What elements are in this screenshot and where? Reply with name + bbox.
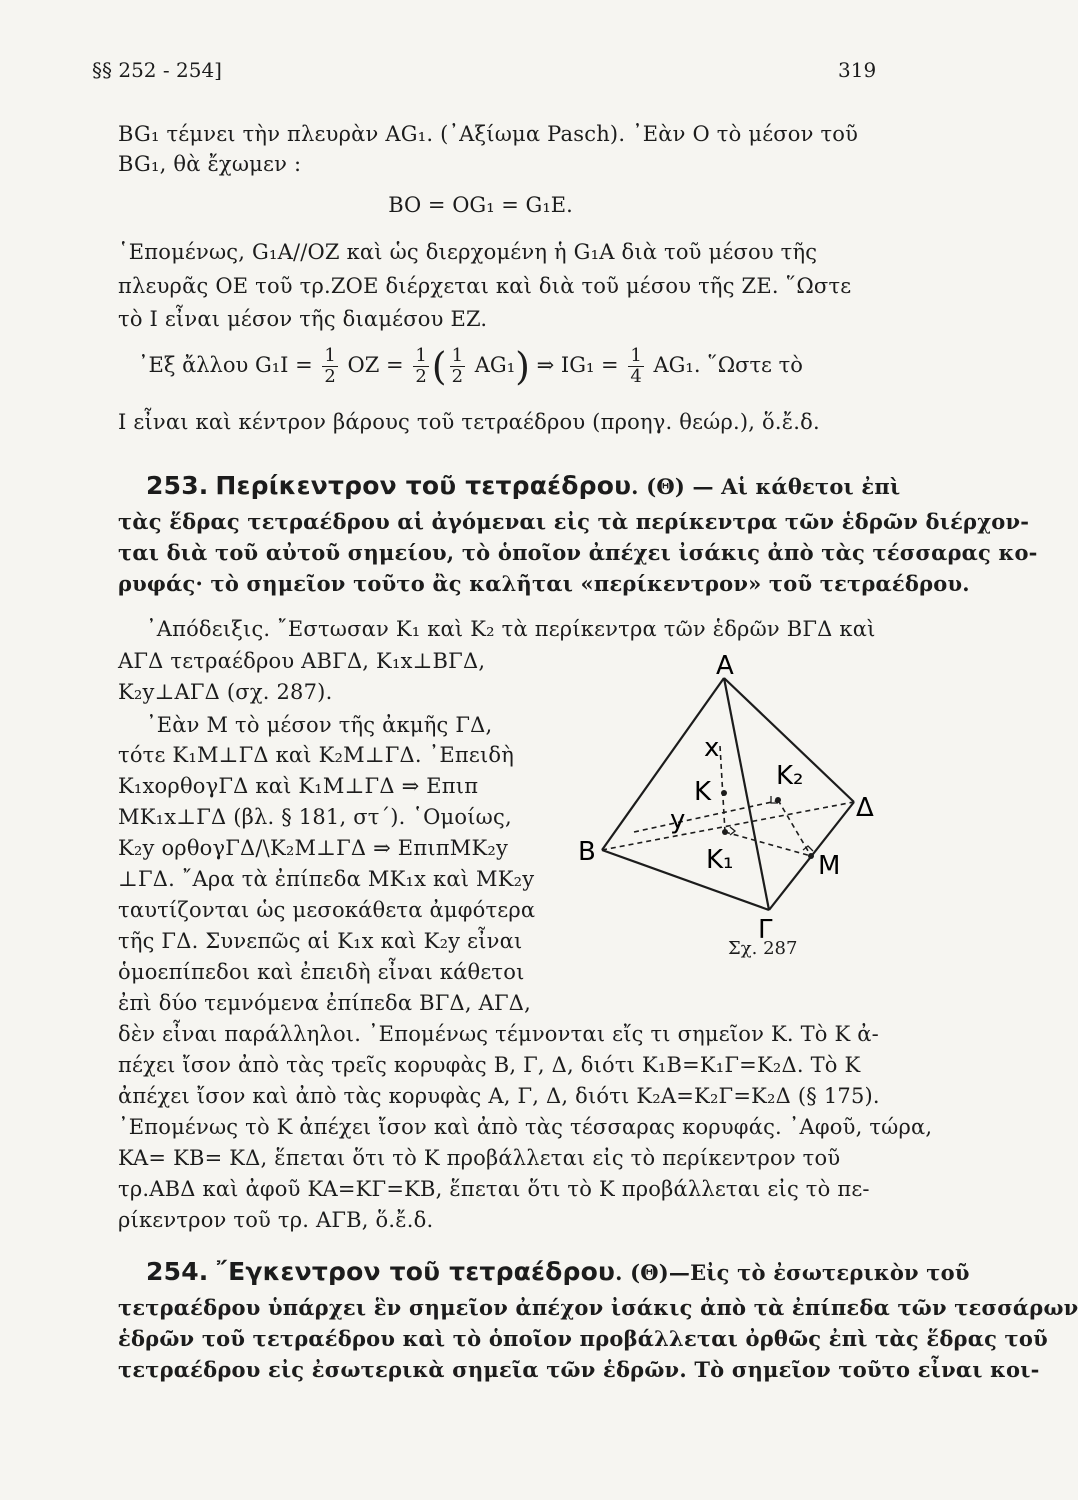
theorem-line: ἑδρῶν τοῦ τετραέδρου καὶ τὸ ὁποῖον προβάλλεται ὀρθῶς ἐπὶ τὰς ἕδρας τοῦ: [118, 1326, 1048, 1351]
figure-caption: Σχ. 287: [728, 938, 798, 959]
theorem-line: ρυφάς· τὸ σημεῖον τοῦτο ἂς καλῆται «περίκεντρον» τοῦ τετραέδρου.: [118, 571, 970, 596]
label-x: x: [704, 733, 720, 763]
proof-line: τῆς ΓΔ. Συνεπῶς αἱ K₁x καὶ K₂y εἶναι: [118, 929, 523, 953]
section-253-heading: [146, 472, 900, 501]
proof-line: τότε K₁M⊥ΓΔ καὶ K₂M⊥ΓΔ. ᾿Επειδὴ: [118, 743, 515, 767]
fraction-half: $\frac{1}{2}$: [451, 345, 464, 387]
point-M: [808, 853, 814, 859]
proof-line: ⊥ΓΔ. ῎Αρα τὰ ἐπίπεδα MK₁x καὶ MK₂y: [118, 867, 535, 891]
edge-BD-hidden: [602, 802, 854, 850]
proof-line: τρ.ΑΒΔ καὶ ἀφοῦ KA=KΓ=KB, ἕπεται ὅτι τὸ K προβάλλεται εἰς τὸ πε-: [118, 1177, 870, 1201]
label-K2: K₂: [776, 761, 804, 791]
eq-prefix: ᾿Εξ ἄλλου G₁I =: [138, 353, 313, 377]
proof-line: ἀπέχει ἴσον καὶ ἀπὸ τὰς κορυφὰς Α, Γ, Δ, διότι K₂A=K₂Γ=K₂Δ (§ 175).: [118, 1084, 880, 1108]
text-line: πλευρᾶς OE τοῦ τρ.ZOE διέρχεται καὶ διὰ τοῦ μέσου τῆς ZE. ῞Ωστε: [118, 274, 852, 298]
edge-AG: [724, 678, 769, 910]
proof-line: ταυτίζονται ὡς μεσοκάθετα ἀμφότερα: [118, 898, 536, 922]
edge-BG: [602, 850, 769, 910]
theorem-line: τετραέδρου εἰς ἐσωτερικὰ σημεῖα τῶν ἑδρῶν. Τὸ σημεῖον τοῦτο εἶναι κοι-: [118, 1357, 1040, 1382]
tetrahedron-figure: [578, 651, 878, 946]
eq-arrow: ⇒ IG₁ =: [536, 353, 619, 377]
section-title: Περίκεντρον τοῦ τετραέδρου: [215, 471, 632, 500]
section-number: 253.: [146, 471, 209, 500]
label-A: A: [716, 651, 734, 681]
edge-AB: [602, 678, 724, 850]
proof-line: K₁xορθογΓΔ καὶ K₁M⊥ΓΔ ⇒ Επιπ: [118, 774, 479, 798]
point-K: [721, 790, 727, 796]
eq-mid2: AG₁: [474, 353, 516, 377]
page-number: 319: [838, 58, 877, 82]
label-K1: K₁: [706, 845, 734, 875]
point-K1: [722, 829, 728, 835]
proof-line: ὁμοεπίπεδοι καὶ ἐπειδὴ εἶναι κάθετοι: [118, 960, 525, 984]
theorem-line: ται διὰ τοῦ αὐτοῦ σημείου, τὸ ὁποῖον ἀπέχει ἰσάκις ἀπὸ τὰς τέσσαρας κο-: [118, 540, 1038, 565]
text-line: BG₁ τέμνει τὴν πλευρὰν AG₁. (᾿Αξίωμα Pasch). ᾿Εὰν O τὸ μέσον τοῦ: [118, 122, 859, 146]
text-line: I εἶναι καὶ κέντρον βάρους τοῦ τετραέδρου (προηγ. θεώρ.), ὅ.ἔ.δ.: [118, 410, 820, 434]
text-line: τὸ I εἶναι μέσον τῆς διαμέσου EZ.: [118, 307, 488, 331]
theorem-line: τετραέδρου ὑπάρχει ἓν σημεῖον ἀπέχον ἰσάκις ἀπὸ τὰ ἐπίπεδα τῶν τεσσάρων: [118, 1295, 1078, 1320]
section-theorem-start: . (Θ) — Αἱ κάθετοι ἐπὶ: [631, 474, 901, 499]
section-254-heading: [146, 1258, 970, 1287]
label-y: y: [670, 805, 686, 835]
label-G: Γ: [758, 915, 773, 945]
proof-line: ᾿Απόδειξις. ῎Εστωσαν K₁ καὶ K₂ τὰ περίκεντρα τῶν ἑδρῶν ΒΓΔ καὶ: [146, 617, 876, 641]
proof-line: πέχει ἴσον ἀπὸ τὰς τρεῖς κορυφὰς Β, Γ, Δ, διότι K₁B=K₁Γ=K₂Δ. Τὸ K: [118, 1053, 861, 1077]
proof-line: ΑΓΔ τετραέδρου ΑΒΓΔ, K₁x⊥ΒΓΔ,: [118, 649, 486, 673]
theorem-line: τὰς ἕδρας τετραέδρου αἱ ἀγόμεναι εἰς τὰ περίκεντρα τῶν ἑδρῶν διέρχον-: [118, 509, 1030, 534]
equation-centroid: ᾿Εξ ἄλλου G₁I = $\frac{1}{2}$ OZ = $\frac{1}{2}$ ( $\frac{1}{2}$ AG₁) ⇒ IG₁ = $\frac{1}{4}$ AG₁. ῞Ωστε τὸ: [138, 344, 803, 389]
eq-mid1: OZ =: [347, 353, 404, 377]
fraction-half: $\frac{1}{2}$: [415, 345, 427, 387]
label-B: B: [578, 837, 596, 867]
section-title: ῎Εγκεντρον τοῦ τετραέδρου: [215, 1257, 616, 1286]
fraction-quarter: $\frac{1}{4}$: [630, 345, 642, 387]
proof-line: K₂y ορθογΓΔ/\K₂M⊥ΓΔ ⇒ ΕπιπMK₂y: [118, 836, 509, 860]
proof-line: MK₁x⊥ΓΔ (βλ. § 181, στ΄). ῾Ομοίως,: [118, 805, 512, 829]
fraction-half: $\frac{1}{2}$: [324, 345, 336, 387]
proof-line: ᾿Επομένως τὸ K ἀπέχει ἴσον καὶ ἀπὸ τὰς τέσσαρας κορυφάς. ᾿Αφοῦ, τώρα,: [118, 1115, 933, 1139]
text-line: ῾Επομένως, G₁A//OZ καὶ ὡς διερχομένη ἡ G₁A διὰ τοῦ μέσου τῆς: [118, 240, 818, 264]
label-M: M: [818, 851, 841, 881]
proof-line: δὲν εἶναι παράλληλοι. ᾿Επομένως τέμνονται εἴς τι σημεῖον K. Τὸ K ἀ-: [118, 1022, 879, 1046]
proof-line: ᾿Εὰν M τὸ μέσον τῆς ἀκμῆς ΓΔ,: [146, 713, 493, 737]
point-K2: [775, 797, 781, 803]
proof-line: K₂y⊥ΑΓΔ (σχ. 287).: [118, 680, 333, 704]
equation-bo: BO = OG₁ = G₁E.: [388, 193, 573, 217]
label-K: K: [694, 777, 712, 807]
eq-suffix: AG₁. ῞Ωστε τὸ: [653, 353, 803, 377]
section-number: 254.: [146, 1257, 209, 1286]
proof-line: KA= KB= KΔ, ἕπεται ὅτι τὸ K προβάλλεται εἰς τὸ περίκεντρον τοῦ: [118, 1146, 841, 1170]
label-D: Δ: [856, 793, 874, 823]
proof-line: ρίκεντρον τοῦ τρ. ΑΓΒ, ὅ.ἔ.δ.: [118, 1208, 434, 1232]
text-line: BG₁, θὰ ἔχωμεν :: [118, 152, 302, 176]
proof-line: ἐπὶ δύο τεμνόμενα ἐπίπεδα ΒΓΔ, ΑΓΔ,: [118, 991, 531, 1015]
perpendicular-K1x: [720, 746, 725, 832]
section-range-header: §§ 252 - 254]: [92, 58, 222, 82]
section-theorem-start: . (Θ)—Εἰς τὸ ἐσωτερικὸν τοῦ: [615, 1260, 970, 1285]
